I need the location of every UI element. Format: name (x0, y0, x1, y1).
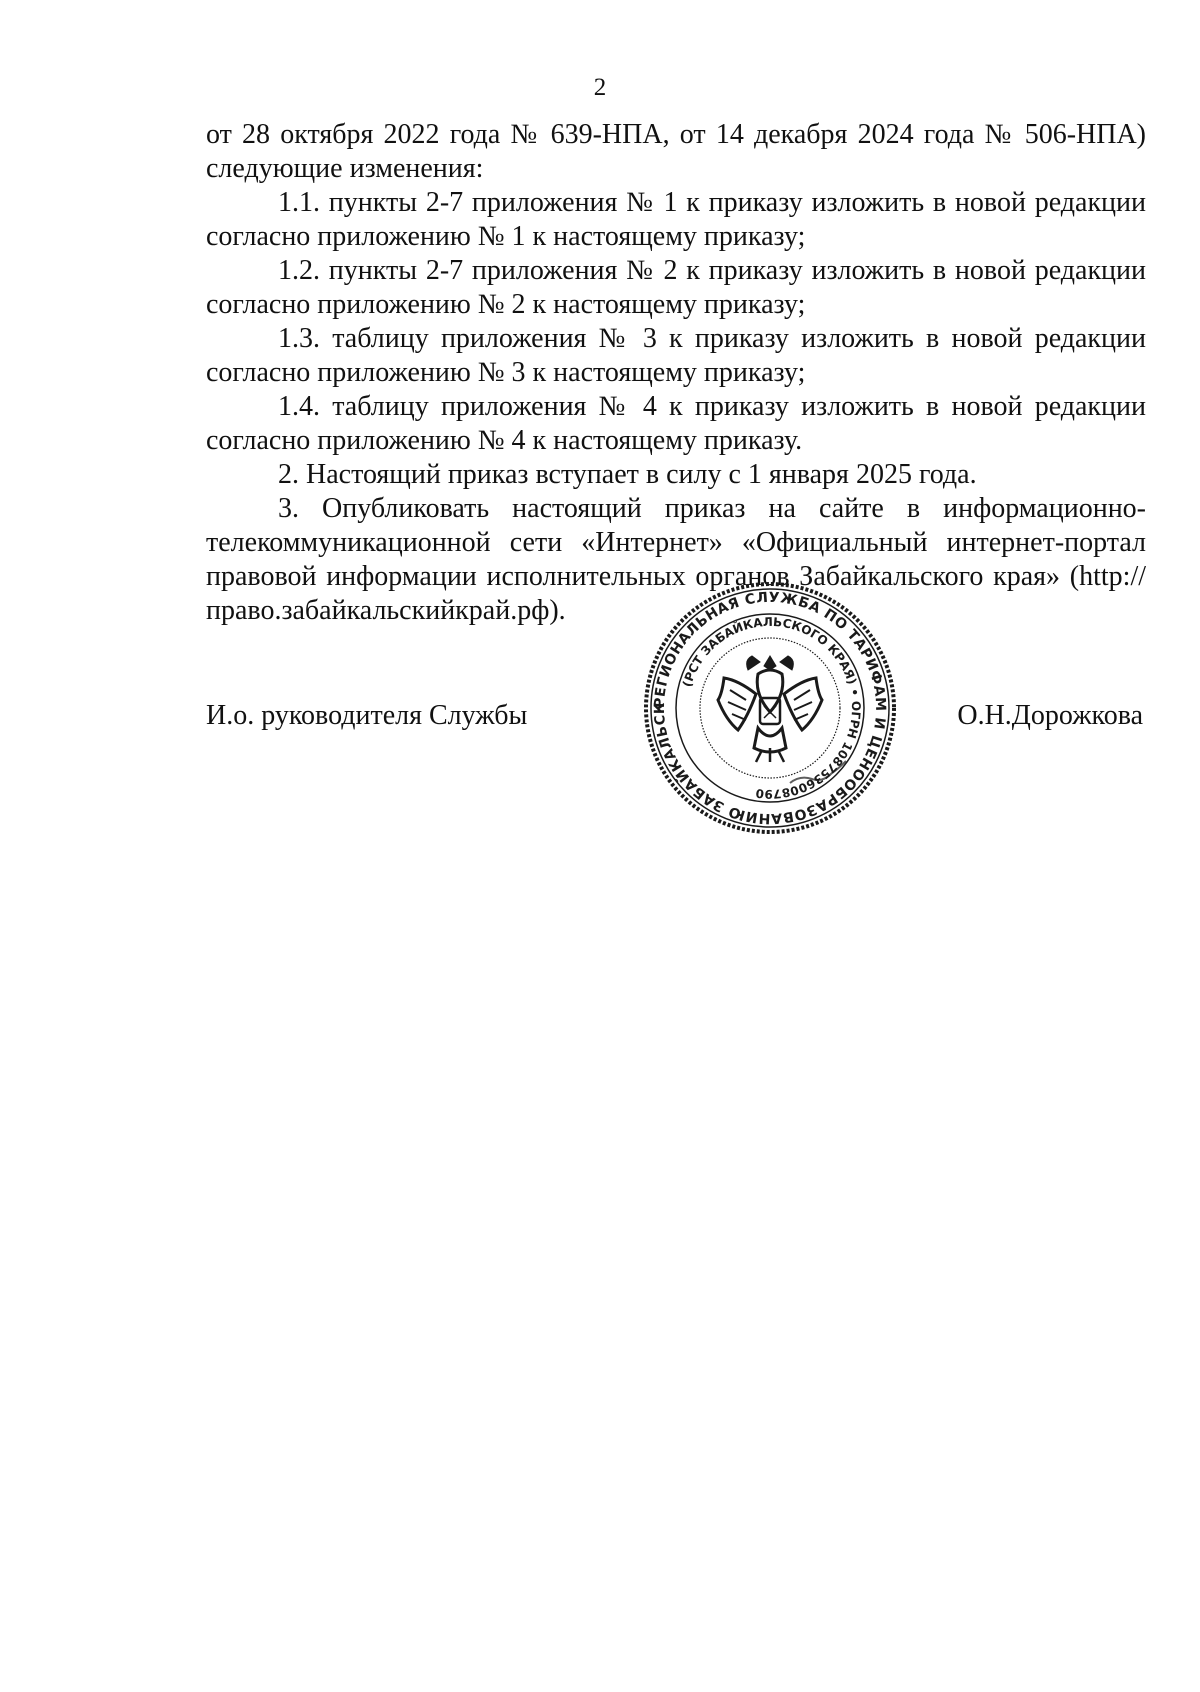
seal-inner-text: (РСТ ЗАБАЙКАЛЬСКОГО КРАЯ) • ОГРН 1087536008790 (679, 614, 864, 802)
seal-outer-text: РЕГИОНАЛЬНАЯ СЛУЖБА ПО ТАРИФАМ И ЦЕНООБРАЗОВАНИЮ ЗАБАЙКАЛЬСК (651, 589, 889, 827)
signatory-position: И.о. руководителя Службы (206, 700, 528, 731)
paragraph-item-1-4: 1.4. таблицу приложения № 4 к приказу изложить в новой редакции согласно приложению № 4 к настоящему приказу. (206, 391, 1146, 456)
signatory-name: О.Н.Дорожкова (957, 700, 1143, 731)
document-body (206, 118, 1146, 628)
signature-block (0, 700, 1200, 740)
paragraph-continuation: от 28 октября 2022 года № 639-НПА, от 14 декабря 2024 года № 506-НПА) следующие изменения: (206, 119, 1146, 184)
official-seal (640, 578, 900, 838)
coat-of-arms-icon (718, 656, 822, 762)
seal-graphic (640, 578, 900, 838)
paragraph-item-1-2: 1.2. пункты 2-7 приложения № 2 к приказу изложить в новой редакции согласно приложению № 2 к настоящему приказу; (206, 255, 1146, 320)
page-number: 2 (593, 74, 607, 101)
paragraph-item-1-1: 1.1. пункты 2-7 приложения № 1 к приказу изложить в новой редакции согласно приложению № 1 к настоящему приказу; (206, 187, 1146, 252)
paragraph-item-3: 3. Опубликовать настоящий приказ на сайте в информационно-телекоммуникационной сети «Интернет» «Официальный интернет-портал правовой информации исполнительных органов Забайкальского края» (http://право.забайкальскийкрай.рф). (206, 493, 1146, 626)
paragraph-item-1-3: 1.3. таблицу приложения № 3 к приказу изложить в новой редакции согласно приложению № 3 к настоящему приказу; (206, 323, 1146, 388)
paragraph-item-2: 2. Настоящий приказ вступает в силу с 1 января 2025 года. (278, 459, 977, 490)
